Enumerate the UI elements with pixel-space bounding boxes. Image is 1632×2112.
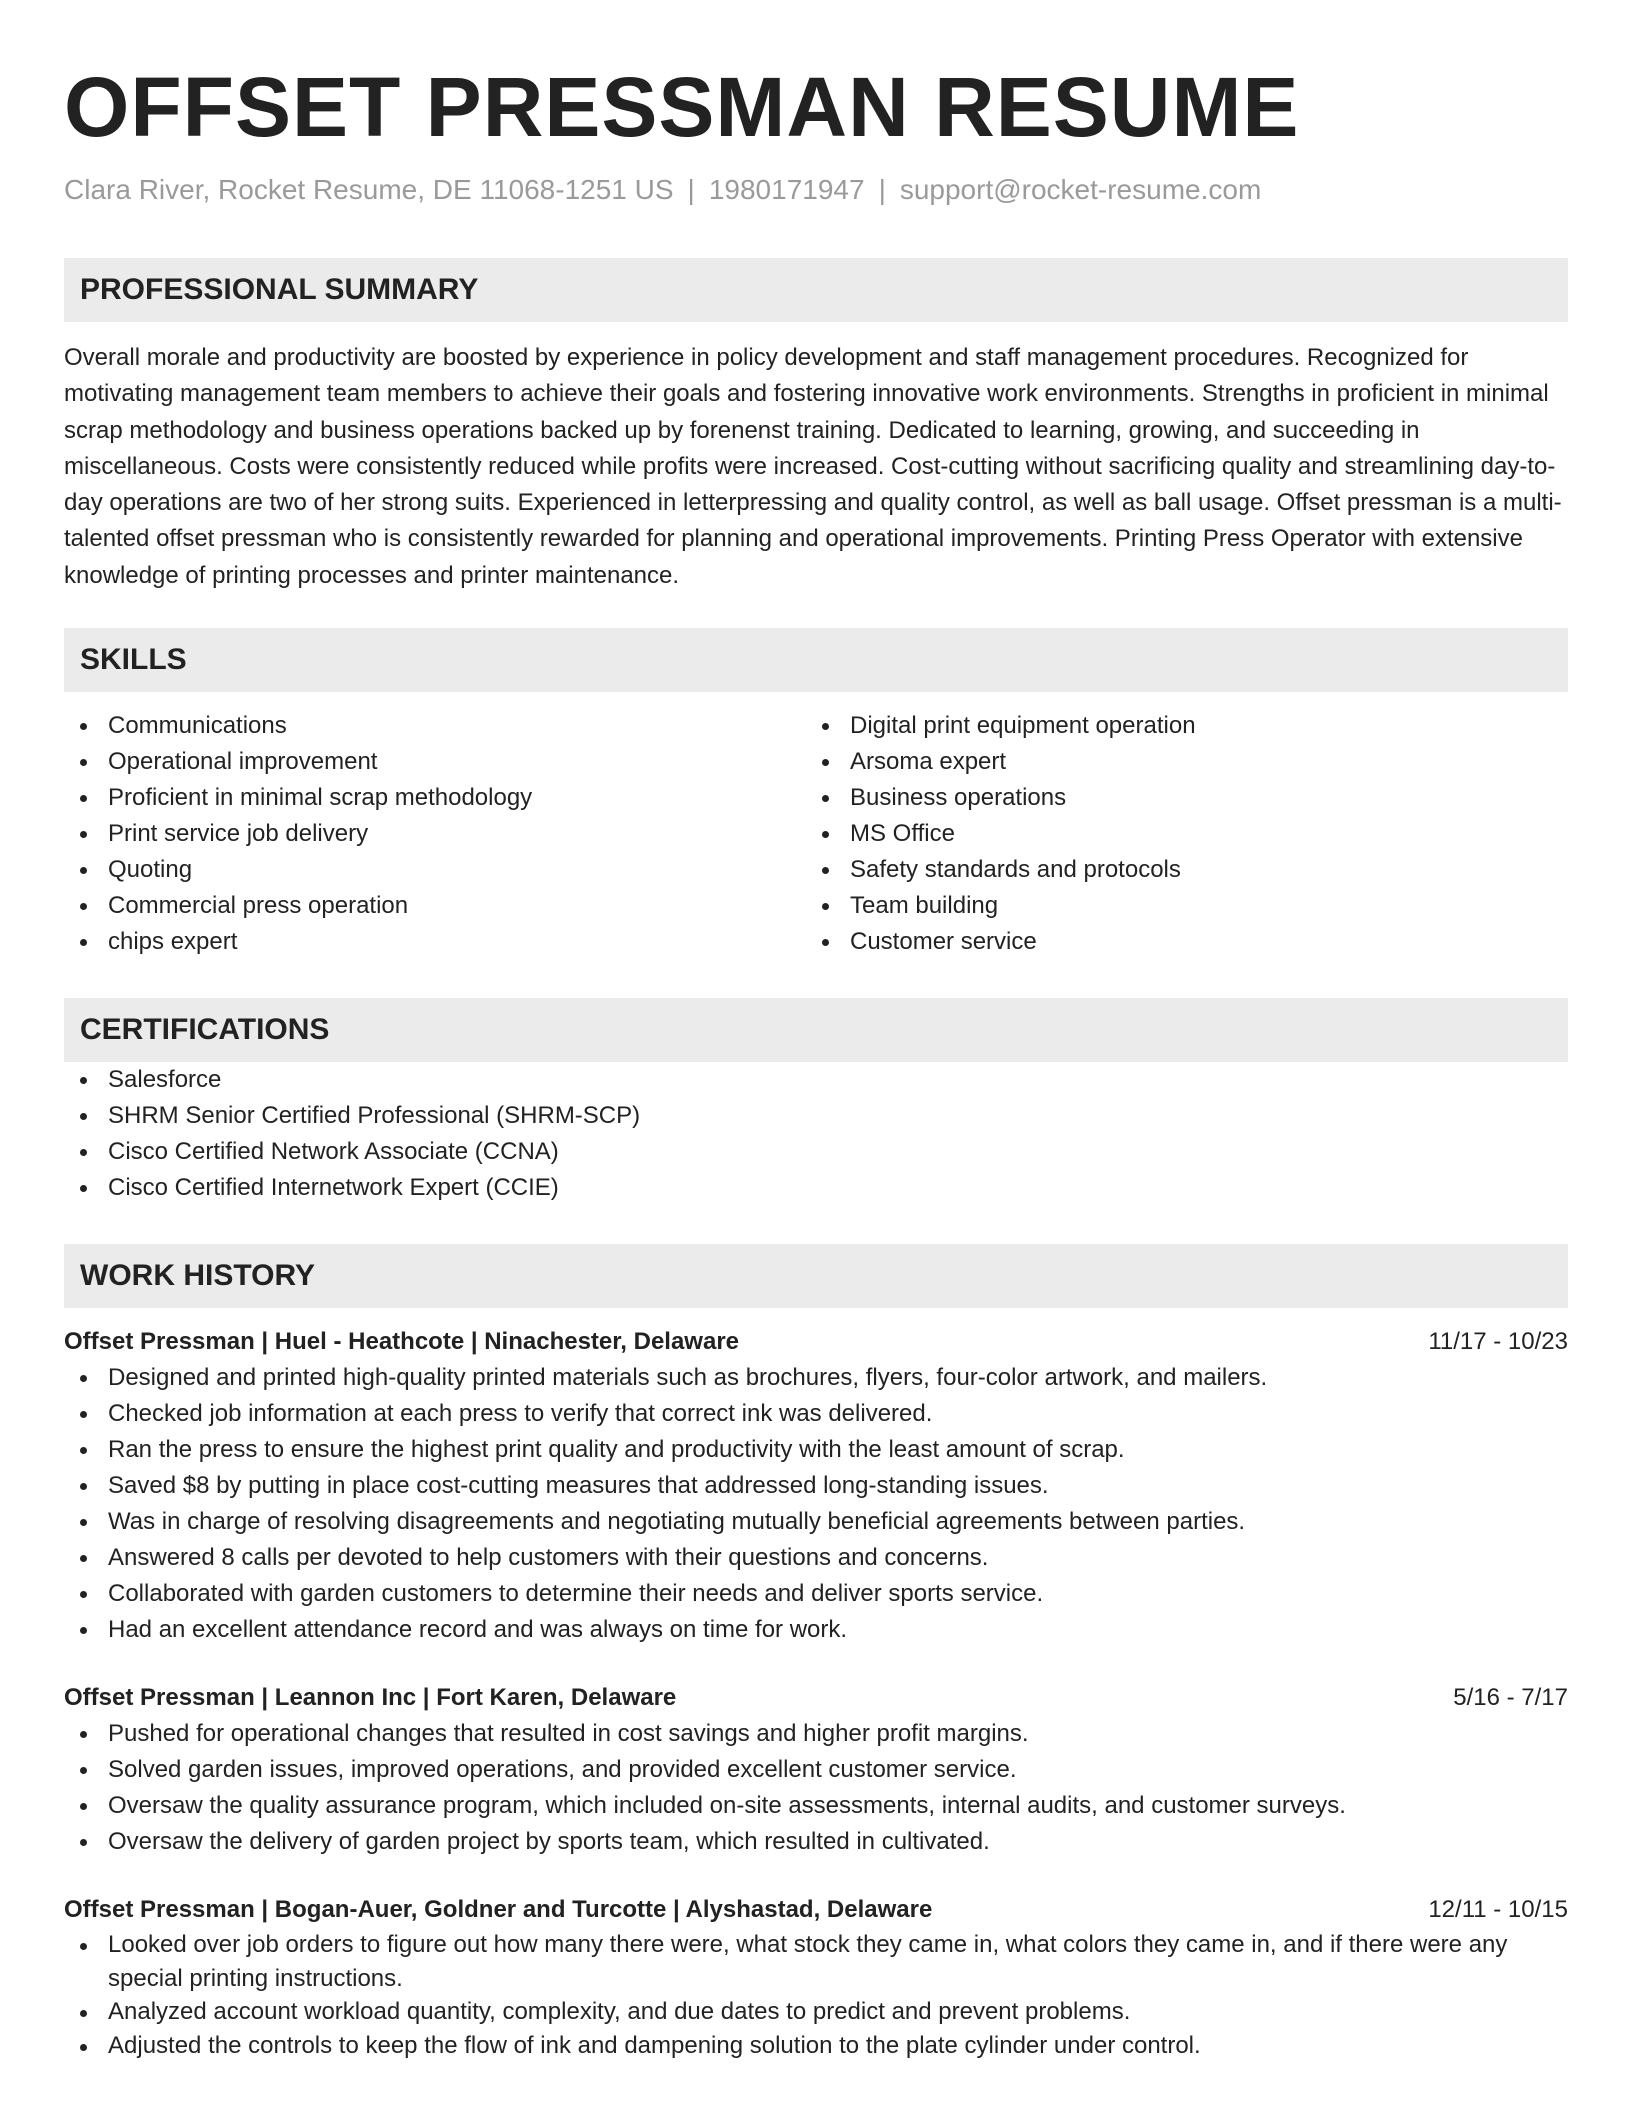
contact-phone: 1980171947	[708, 174, 865, 205]
job-bullet: Adjusted the controls to keep the flow of ink and dampening solution to the plate cylinder under control.	[64, 2029, 1568, 2063]
skill-item: Safety standards and protocols	[806, 852, 1548, 888]
certifications-heading: CERTIFICATIONS	[64, 998, 1568, 1062]
job-bullet: Collaborated with garden customers to determine their needs and deliver sports service.	[64, 1576, 1568, 1612]
skill-item: Customer service	[806, 924, 1548, 960]
contact-line	[64, 172, 1568, 208]
job-bullet: Designed and printed high-quality printed materials such as brochures, flyers, four-color artwork, and mailers.	[64, 1360, 1568, 1396]
certifications-list	[64, 1062, 1568, 1206]
resume-page	[64, 0, 1568, 2062]
contact-address: Clara River, Rocket Resume, DE 11068-1251 US	[64, 174, 674, 205]
job-bullet: Ran the press to ensure the highest print quality and productivity with the least amount of scrap.	[64, 1432, 1568, 1468]
work-history-heading: WORK HISTORY	[64, 1244, 1568, 1308]
job-bullet: Looked over job orders to figure out how many there were, what stock they came in, what colors they came in, and if there were any special printing instructions.	[64, 1928, 1568, 1995]
skill-item: Operational improvement	[64, 744, 806, 780]
summary-text: Overall morale and productivity are boosted by experience in policy development and staff management procedures. Recognized for motivating management team members to achieve their goals and fostering innovative work environments. Strengths in proficient in minimal scrap methodology and business operations backed up by forenenst training. Dedicated to learning, growing, and succeeding in miscellaneous. Costs were consistently reduced while profits were increased. Cost-cutting without sacrificing quality and streamlining day-to-day operations are two of her strong suits. Experienced in letterpressing and quality control, as well as ball usage. Offset pressman is a multi-talented offset pressman who is consistently rewarded for planning and operational improvements. Printing Press Operator with extensive knowledge of printing processes and printer maintenance.	[64, 344, 1562, 589]
job-dates: 5/16 - 7/17	[1453, 1684, 1568, 1712]
certification-item: Cisco Certified Network Associate (CCNA)	[64, 1134, 1568, 1170]
skill-item: Quoting	[64, 852, 806, 888]
skill-item: chips expert	[64, 924, 806, 960]
job-entry	[64, 1680, 1568, 1860]
job-bullets	[64, 1360, 1568, 1648]
skills-left-column	[64, 708, 806, 960]
job-header	[64, 1892, 1568, 1928]
job-title: Offset Pressman | Bogan-Auer, Goldner and Turcotte | Alyshastad, Delaware	[64, 1896, 933, 1924]
skill-item: Arsoma expert	[806, 744, 1548, 780]
contact-email: support@rocket-resume.com	[899, 174, 1262, 205]
skills-heading: SKILLS	[64, 628, 1568, 692]
job-bullets	[64, 1928, 1568, 2062]
job-entry	[64, 1892, 1568, 2062]
job-bullet: Had an excellent attendance record and was always on time for work.	[64, 1612, 1568, 1648]
job-bullet: Answered 8 calls per devoted to help customers with their questions and concerns.	[64, 1540, 1568, 1576]
certification-item: Salesforce	[64, 1062, 1568, 1098]
job-bullet: Solved garden issues, improved operations, and provided excellent customer service.	[64, 1752, 1568, 1788]
skill-item: Commercial press operation	[64, 888, 806, 924]
job-bullet: Oversaw the delivery of garden project by sports team, which resulted in cultivated.	[64, 1824, 1568, 1860]
skills-right-column	[806, 708, 1548, 960]
job-bullets	[64, 1716, 1568, 1860]
skill-item: Proficient in minimal scrap methodology	[64, 780, 806, 816]
skills-grid	[64, 708, 1568, 960]
page-title: OFFSET PRESSMAN RESUME	[64, 60, 1300, 154]
contact-separator: |	[878, 174, 886, 205]
job-header	[64, 1324, 1568, 1360]
skill-item: Team building	[806, 888, 1548, 924]
job-bullet: Was in charge of resolving disagreements and negotiating mutually beneficial agreements between parties.	[64, 1504, 1568, 1540]
skill-item: Communications	[64, 708, 806, 744]
job-header	[64, 1680, 1568, 1716]
job-dates: 12/11 - 10/15	[1428, 1896, 1568, 1924]
job-bullet: Oversaw the quality assurance program, which included on-site assessments, internal audits, and customer surveys.	[64, 1788, 1568, 1824]
certification-item: Cisco Certified Internetwork Expert (CCIE)	[64, 1170, 1568, 1206]
contact-separator: |	[687, 174, 695, 205]
job-entry	[64, 1324, 1568, 1648]
certification-item: SHRM Senior Certified Professional (SHRM-SCP)	[64, 1098, 1568, 1134]
skill-item: Print service job delivery	[64, 816, 806, 852]
skill-item: MS Office	[806, 816, 1548, 852]
summary-heading: PROFESSIONAL SUMMARY	[64, 258, 1568, 322]
job-title: Offset Pressman | Leannon Inc | Fort Karen, Delaware	[64, 1684, 677, 1712]
job-dates: 11/17 - 10/23	[1428, 1328, 1568, 1356]
job-bullet: Checked job information at each press to verify that correct ink was delivered.	[64, 1396, 1568, 1432]
skill-item: Business operations	[806, 780, 1548, 816]
job-title: Offset Pressman | Huel - Heathcote | Ninachester, Delaware	[64, 1328, 740, 1356]
job-bullet: Saved $8 by putting in place cost-cutting measures that addressed long-standing issues.	[64, 1468, 1568, 1504]
job-bullet: Analyzed account workload quantity, complexity, and due dates to predict and prevent problems.	[64, 1995, 1568, 2029]
job-bullet: Pushed for operational changes that resulted in cost savings and higher profit margins.	[64, 1716, 1568, 1752]
skill-item: Digital print equipment operation	[806, 708, 1548, 744]
